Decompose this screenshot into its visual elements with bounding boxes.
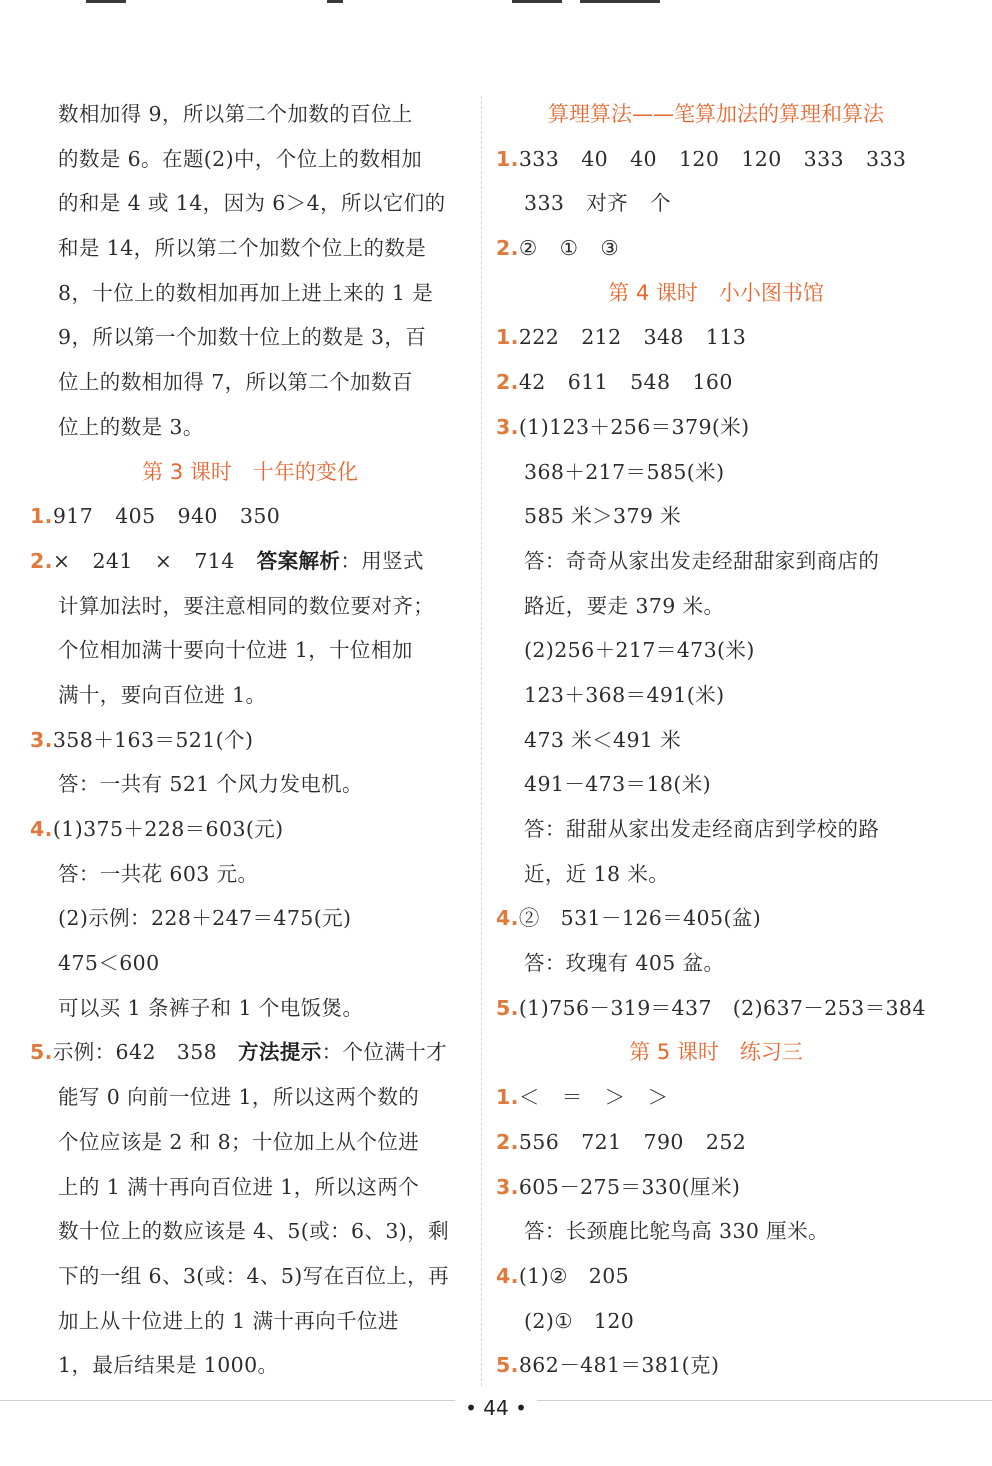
text-line: 的和是 4 或 14，因为 6＞4，所以它们的 — [58, 191, 446, 216]
question-number: 1. — [496, 1085, 519, 1110]
answer-text: 605－275＝330(厘米) — [518, 1174, 741, 1199]
answer-q5 — [496, 986, 936, 1031]
answer-value: 40 — [630, 146, 657, 171]
text-line: 能写 0 向前一位进 1，所以这两个数的 — [58, 1085, 420, 1110]
text-line: 473 米＜491 米 — [524, 727, 682, 752]
text-line: 满十，要向百位进 1。 — [58, 682, 267, 707]
text-line: 近，近 18 米。 — [524, 861, 670, 886]
text-line: 下的一组 6、3(或：4、5)写在百位上，再 — [58, 1263, 449, 1288]
answer-q3 — [496, 405, 936, 450]
answer-q1 — [496, 137, 936, 182]
answer-q4 — [496, 1254, 936, 1299]
question-number: 3. — [496, 1174, 519, 1199]
text-line: 路近，要走 379 米。 — [524, 593, 725, 618]
answer-value: 241 — [92, 548, 133, 573]
text-line: 9，所以第一个加数十位上的数是 3，百 — [58, 325, 427, 350]
answer-value: 333 — [866, 146, 907, 171]
answer-value: ② — [518, 236, 538, 261]
method-tag: 方法提示 — [238, 1040, 322, 1065]
text-line: 8，十位上的数相加再加上进上来的 1 是 — [58, 280, 434, 305]
text-line: 1，最后结果是 1000。 — [58, 1353, 279, 1378]
answer-value: 917 — [52, 504, 94, 529]
answer-value: 333 — [803, 146, 845, 171]
top-crop-marks — [0, 0, 992, 6]
section-heading: 算理算法——笔算加法的算理和算法 — [548, 102, 884, 126]
answer-text: (1)375＋228＝603(元) — [52, 817, 284, 841]
section-heading: 第 3 课时 十年的变化 — [142, 459, 358, 484]
column-divider — [481, 96, 482, 1386]
text-line: 计算加法时，要注意相同的数位要对齐； — [58, 593, 435, 618]
answer-q2 — [30, 539, 470, 584]
text-line: 位上的数是 3。 — [58, 414, 204, 439]
answer-text: 示例：642 358 — [52, 1040, 239, 1065]
question-number: 1. — [30, 504, 53, 529]
answer-value: × — [52, 548, 71, 573]
text-line: 个位相加满十要向十位进 1，十位相加 — [58, 638, 413, 663]
question-number: 4. — [496, 1263, 519, 1288]
text-line: (2)① 120 — [524, 1308, 635, 1333]
answer-value: 333 — [518, 146, 560, 171]
text-line: 答：长颈鹿比鸵鸟高 330 厘米。 — [524, 1219, 829, 1244]
text-line: 答：一共有 521 个风力发电机。 — [58, 772, 363, 797]
text-line: 个位应该是 2 和 8；十位加上从个位进 — [58, 1129, 420, 1154]
question-number: 4. — [496, 906, 519, 931]
text-line: 123＋368＝491(米) — [524, 682, 725, 707]
answer-q1 — [30, 494, 470, 539]
question-number: 5. — [496, 995, 519, 1020]
answer-value: 120 — [678, 146, 720, 171]
answer-text: 358＋163＝521(个) — [52, 727, 254, 752]
answer-value: 对齐 — [586, 191, 629, 216]
answer-value: 790 — [643, 1129, 684, 1154]
answer-value: ＞ — [647, 1085, 669, 1110]
answer-value: ＝ — [561, 1085, 583, 1110]
section-heading: 第 4 课时 小小图书馆 — [608, 280, 824, 305]
answer-value: 160 — [692, 370, 733, 395]
answer-q2 — [496, 1120, 936, 1165]
question-number: 2. — [496, 370, 519, 395]
page-number-text: • 44 • — [455, 1396, 537, 1420]
answer-value: 348 — [643, 325, 684, 350]
page-number — [0, 1396, 992, 1420]
text-line: 的数是 6。在题(2)中，个位上的数相加 — [58, 146, 423, 171]
answer-q4 — [30, 807, 470, 852]
text-line: 答：一共花 603 元。 — [58, 861, 259, 886]
answer-value: 405 — [115, 504, 156, 529]
answer-value: 42 — [518, 370, 546, 395]
answer-value: ＜ — [518, 1085, 540, 1110]
answer-text: (1)123＋256＝379(米) — [518, 414, 750, 439]
text-line: 位上的数相加得 7，所以第二个加数百 — [58, 370, 413, 395]
answer-value: 556 — [518, 1129, 560, 1154]
text-line: 答：奇奇从家出发走经甜甜家到商店的 — [524, 548, 880, 573]
question-number: 2. — [30, 548, 53, 573]
answer-text: (1)② 205 — [518, 1263, 630, 1288]
answer-value: 113 — [705, 325, 747, 350]
answer-q4 — [496, 896, 936, 941]
text-line: 368＋217＝585(米) — [524, 459, 725, 484]
answer-q1 — [496, 1075, 936, 1120]
answer-line — [496, 181, 936, 226]
answer-value: ③ — [600, 236, 620, 261]
text-line: 答：甜甜从家出发走经商店到学校的路 — [524, 817, 880, 841]
answer-value: 222 — [518, 325, 560, 350]
answer-q3 — [496, 1165, 936, 1210]
question-number: 3. — [30, 727, 53, 752]
answer-text: (1)756－319＝437 (2)637－253＝384 — [518, 995, 926, 1020]
answer-value: × — [154, 548, 173, 573]
text-line: 答：玫瑰有 405 盆。 — [524, 951, 725, 976]
answer-value: 40 — [581, 146, 609, 171]
method-text: ：个位满十才 — [321, 1040, 448, 1065]
answer-value: 611 — [567, 370, 609, 395]
question-number: 5. — [30, 1040, 53, 1065]
answer-value: 350 — [239, 504, 281, 529]
answer-value: ① — [559, 236, 579, 261]
question-number: 5. — [496, 1353, 519, 1378]
explanation-tag: 答案解析 — [256, 548, 341, 573]
answer-value: 212 — [581, 325, 622, 350]
answer-value: 714 — [194, 548, 235, 573]
answer-value: ＞ — [604, 1085, 626, 1110]
answer-q3 — [30, 718, 470, 763]
answer-text: ② 531－126＝405(盆) — [518, 906, 762, 931]
answer-q5 — [496, 1343, 936, 1388]
text-line: (2)示例：228＋247＝475(元) — [58, 906, 352, 931]
question-number: 2. — [496, 236, 519, 261]
explanation-text: ：用竖式 — [340, 548, 424, 573]
text-line: 可以买 1 条裤子和 1 个电饭煲。 — [58, 995, 364, 1020]
answer-q1 — [496, 315, 936, 360]
answer-value: 548 — [630, 370, 671, 395]
answer-q2 — [496, 360, 936, 405]
question-number: 1. — [496, 146, 519, 171]
answer-value: 721 — [581, 1129, 622, 1154]
text-line: 和是 14，所以第二个加数个位上的数是 — [58, 236, 427, 261]
answer-q5 — [30, 1030, 470, 1075]
text-line: 数相加得 9，所以第二个加数的百位上 — [58, 102, 413, 126]
text-line: 475＜600 — [58, 951, 160, 976]
text-line: 491－473＝18(米) — [524, 772, 712, 797]
answer-value: 940 — [177, 504, 218, 529]
section-heading: 第 5 课时 练习三 — [629, 1040, 803, 1065]
question-number: 1. — [496, 325, 519, 350]
question-number: 4. — [30, 817, 53, 841]
answer-value: 个 — [650, 191, 672, 216]
text-line: 上的 1 满十再向百位进 1，所以这两个 — [58, 1174, 420, 1199]
text-line: 加上从十位进上的 1 满十再向千位进 — [58, 1308, 399, 1333]
text-line: 585 米＞379 米 — [524, 504, 682, 529]
right-column — [496, 92, 936, 1388]
left-column — [30, 92, 470, 1388]
answer-value: 333 — [524, 191, 565, 216]
question-number: 2. — [496, 1129, 519, 1154]
answer-text: 862－481＝381(克) — [518, 1353, 720, 1378]
answer-value: 252 — [705, 1129, 747, 1154]
text-line: 数十位上的数应该是 4、5(或：6、3)，剩 — [58, 1219, 449, 1244]
question-number: 3. — [496, 414, 519, 439]
text-line: (2)256＋217＝473(米) — [524, 638, 755, 663]
answer-q2 — [496, 226, 936, 271]
answer-value: 120 — [741, 146, 782, 171]
